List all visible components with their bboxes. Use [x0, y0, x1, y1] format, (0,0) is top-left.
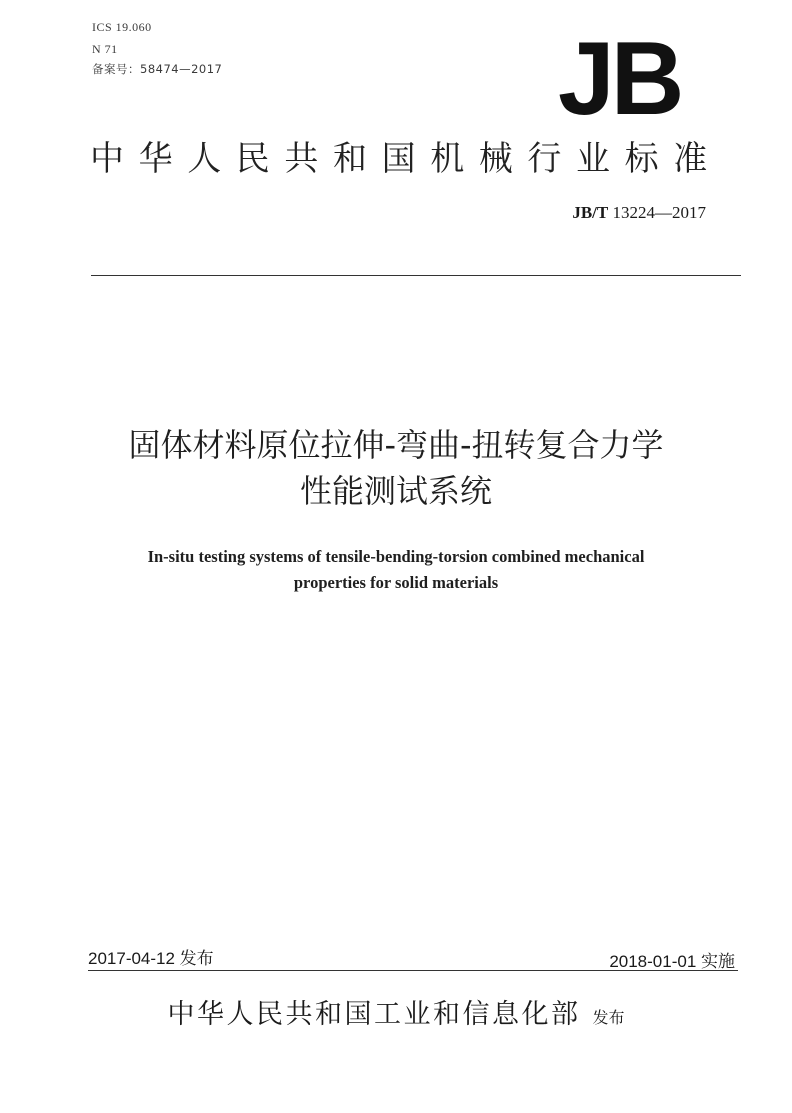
title-cn-line-2: 性能测试系统 [299, 472, 492, 510]
document-title-cn [0, 422, 792, 514]
issuer-name: 中华人民共和国工业和信息化部 [167, 999, 581, 1030]
top-divider [91, 275, 741, 276]
issuer-suffix: 发布 [592, 1008, 625, 1027]
record-number: 备案号：58474—2017 [92, 62, 223, 76]
standard-number-prefix: JB/T [572, 203, 609, 222]
ics-code: ICS 19.060 [92, 20, 152, 34]
document-title-en [0, 544, 792, 596]
ccs-code: N 71 [92, 42, 118, 56]
jb-logo: JB [558, 21, 681, 137]
issuer [0, 992, 792, 1031]
title-en-line-2: properties for solid materials [293, 573, 499, 592]
bottom-divider [88, 970, 738, 971]
implementation-date: 2018-01-01 实施 [609, 952, 735, 971]
issue-date: 2017-04-12 发布 [88, 949, 214, 968]
standard-category-title: 中华人民共和国机械行业标准 [90, 139, 722, 179]
title-cn-line-1: 固体材料原位拉伸-弯曲-扭转复合力学 [128, 426, 664, 464]
title-en-line-1: In-situ testing systems of tensile-bending-torsion combined mechanical [147, 547, 645, 566]
standard-number-value: 13224—2017 [608, 203, 706, 222]
standard-number [572, 203, 706, 223]
